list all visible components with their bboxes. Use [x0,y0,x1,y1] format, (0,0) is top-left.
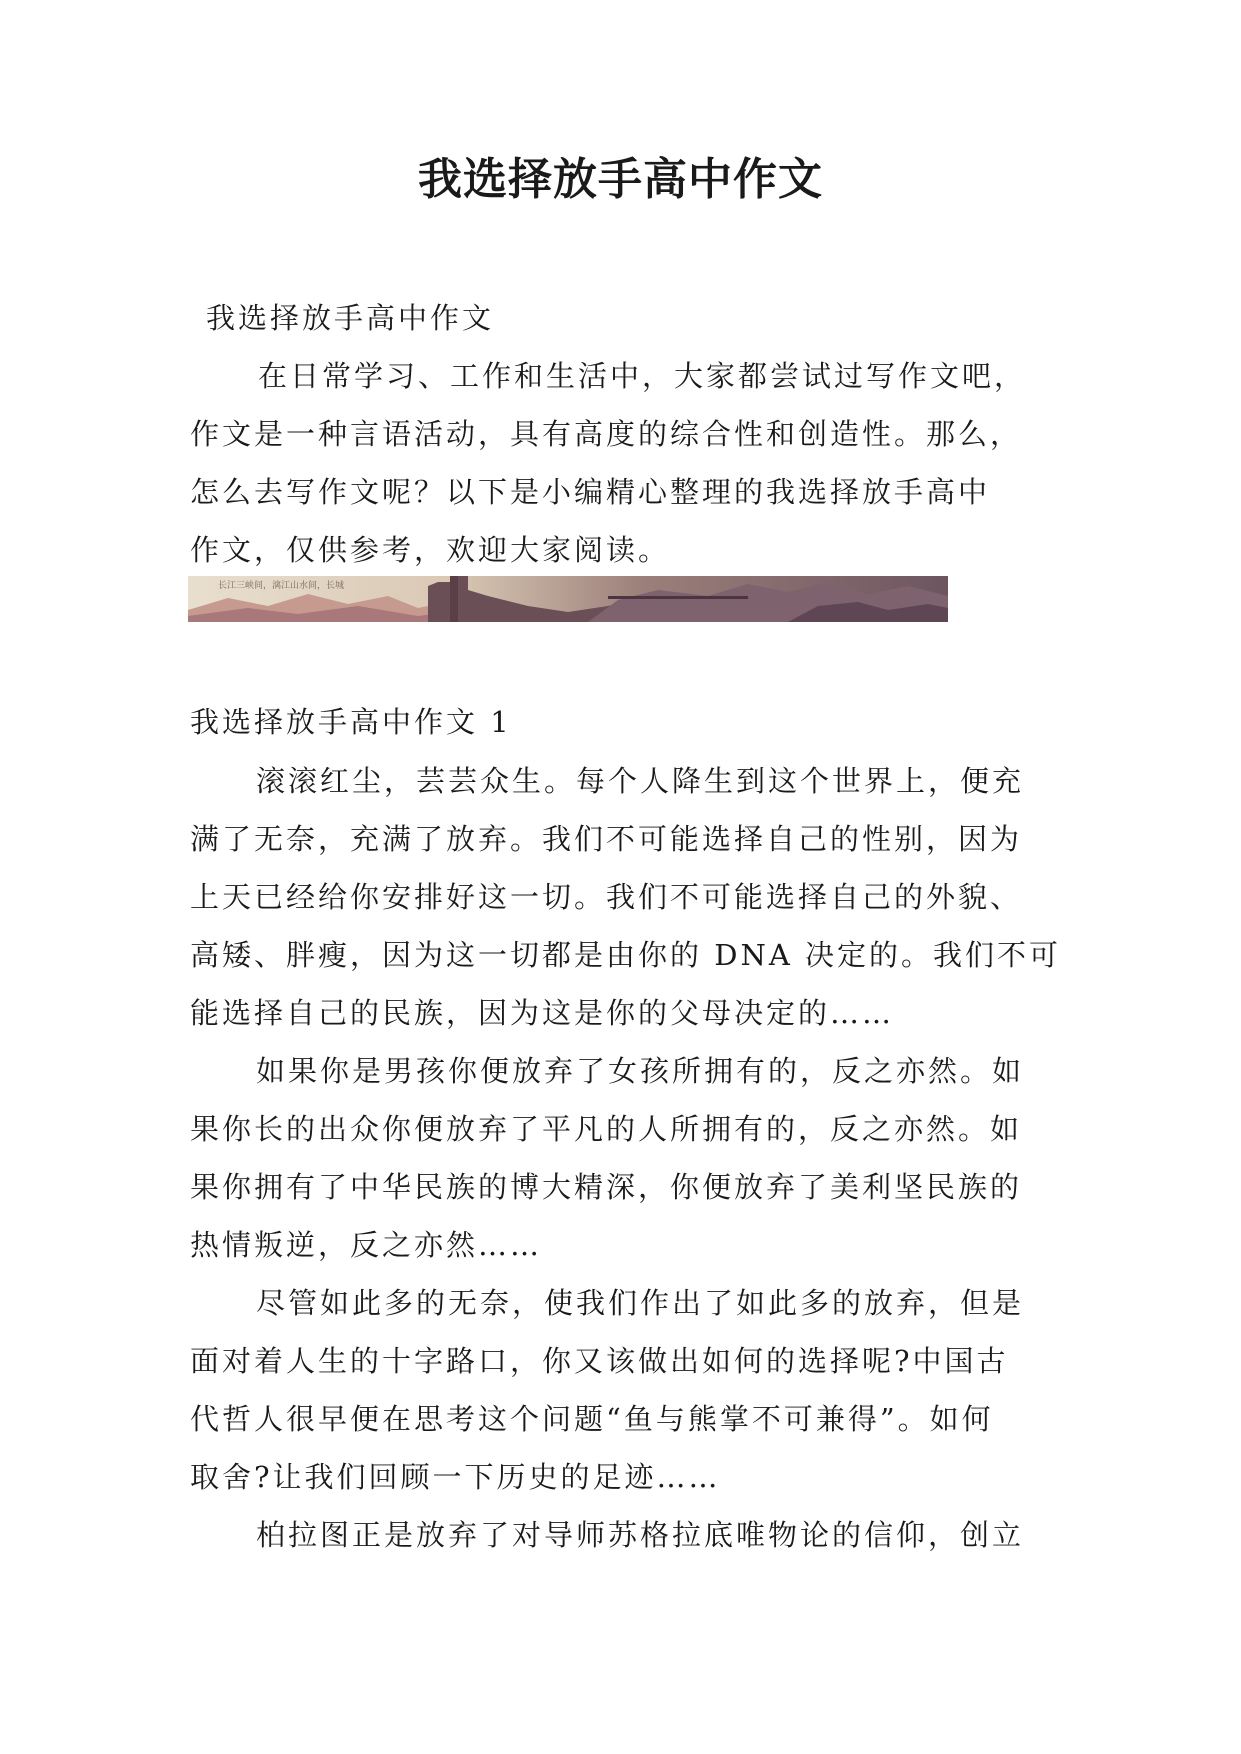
body-line: 能选择自己的民族，因为这是你的父母决定的…… [190,996,895,1030]
body-line: 柏拉图正是放弃了对导师苏格拉底唯物论的信仰，创立 [256,1518,1025,1552]
body-line: 滚滚红尘，芸芸众生。每个人降生到这个世界上，便充 [256,764,1025,798]
body-line: 上天已经给你安排好这一切。我们不可能选择自己的外貌、 [190,880,1023,914]
body-line: 果你拥有了中华民族的博大精深，你便放弃了美利坚民族的 [190,1170,1023,1204]
body-line: 面对着人生的十字路口，你又该做出如何的选择呢?中国古 [190,1344,1009,1378]
body-line: 满了无奈，充满了放弃。我们不可能选择自己的性别，因为 [190,822,1023,856]
body-line: 高矮、胖瘦，因为这一切都是由你的 DNA 决定的。我们不可 [190,938,1062,972]
body-line: 尽管如此多的无奈，使我们作出了如此多的放弃，但是 [256,1286,1025,1320]
body-line: 取舍?让我们回顾一下历史的足迹…… [190,1460,721,1494]
intro-line: 作文，仅供参考，欢迎大家阅读。 [190,533,671,567]
intro-line: 在日常学习、工作和生活中，大家都尝试过写作文吧， [258,359,1027,393]
document-subtitle: 我选择放手高中作文 [206,301,495,335]
section-heading: 我选择放手高中作文 1 [190,705,512,739]
intro-line: 作文是一种言语活动，具有高度的综合性和创造性。那么， [190,417,1023,451]
great-wall-banner-image [188,576,948,622]
page-title: 我选择放手高中作文 [418,154,823,205]
body-line: 热情叛逆，反之亦然…… [190,1228,543,1262]
intro-line: 怎么去写作文呢？以下是小编精心整理的我选择放手高中 [190,475,991,509]
banner-caption: 长江三峡间，漓江山水间，长城 [218,580,345,590]
body-line: 如果你是男孩你便放弃了女孩所拥有的，反之亦然。如 [256,1054,1025,1088]
body-line: 果你长的出众你便放弃了平凡的人所拥有的，反之亦然。如 [190,1112,1023,1146]
body-line: 代哲人很早便在思考这个问题“鱼与熊掌不可兼得”。如何 [190,1402,994,1436]
